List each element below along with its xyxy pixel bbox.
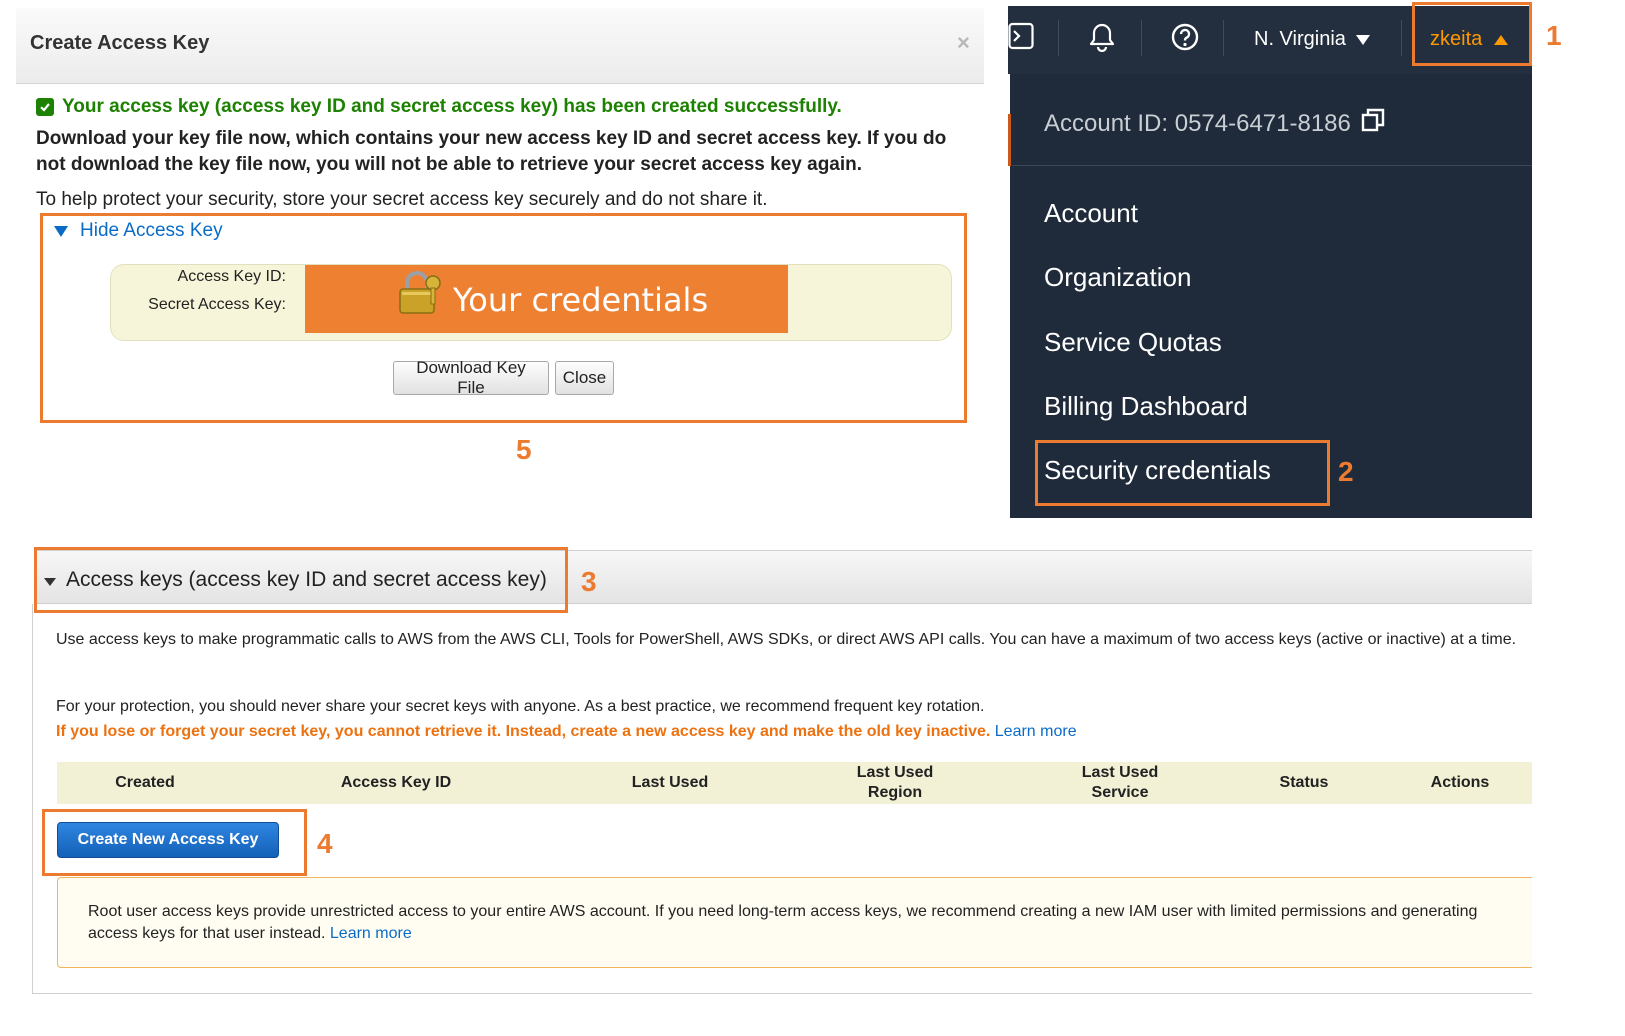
region-label: N. Virginia [1254,28,1346,50]
access-keys-warning: If you lose or forget your secret key, you cannot retrieve it. Instead, create a new access key and make the old key inactive. [56,723,991,740]
caret-down-icon [1356,35,1370,45]
credentials-overlay [305,265,788,333]
topbar-divider [1223,20,1224,56]
menu-item-security-credentials[interactable]: Security credentials [1044,455,1271,485]
padlock-icon [398,269,444,322]
column-header-actions[interactable]: Actions [1430,774,1490,791]
menu-edge-accent [1008,114,1011,166]
help-icon[interactable] [1170,22,1200,57]
protect-note: To help protect your security, store your secret access key securely and do not share it. [36,189,768,210]
dialog-close-button[interactable]: × [957,30,970,55]
region-selector[interactable] [1254,28,1370,51]
user-name: zkeita [1430,28,1483,50]
topbar-divider [1141,20,1142,56]
step-label-1: 1 [1546,20,1562,51]
user-menu-toggle[interactable] [1430,28,1508,51]
access-key-id-label: Access Key ID: [177,268,286,285]
learn-more-link[interactable]: Learn more [994,723,1077,740]
column-header-last-used-region[interactable]: Last Used Region [856,764,934,801]
step-label-2: 2 [1338,456,1354,487]
column-header-last-used-service[interactable]: Last Used Service [1081,764,1159,801]
account-menu [1010,74,1532,518]
menu-item-organization[interactable]: Organization [1044,262,1192,292]
topbar-divider [1401,20,1402,56]
step-label-5: 5 [516,434,532,465]
column-header-created[interactable]: Created [115,774,175,791]
download-key-file-button[interactable]: Download Key File [393,361,549,395]
create-new-access-key-button[interactable]: Create New Access Key [57,822,279,858]
column-header-status[interactable]: Status [1279,774,1329,791]
dialog-title: Create Access Key [30,32,210,54]
access-keys-protection-note: For your protection, you should never share your secret keys with anyone. As a best practice, we recommend frequent key rotation. [56,698,985,715]
root-user-notice-body: Root user access keys provide unrestricted access to your entire AWS account. If you need long-term access keys, we recommend creating a new IAM user with limited permissions and generating access keys for that user instead. [88,903,1478,942]
access-keys-warning-line [56,720,1356,744]
step-label-4: 4 [317,828,333,859]
menu-separator [1012,165,1532,166]
menu-item-service-quotas[interactable]: Service Quotas [1044,327,1222,357]
topbar-divider [1058,20,1059,56]
hide-access-key-label: Hide Access Key [80,220,223,241]
menu-item-billing-dashboard[interactable]: Billing Dashboard [1044,391,1248,421]
bell-icon[interactable] [1088,22,1116,57]
credentials-overlay-text: Your credentials [453,281,709,319]
secret-access-key-label: Secret Access Key: [148,296,286,313]
access-keys-section-title[interactable]: Access keys (access key ID and secret access key) [66,568,547,591]
step-label-3: 3 [581,566,597,597]
success-message-text: Your access key (access key ID and secret access key) has been created successfully. [62,96,842,117]
caret-down-icon [44,578,56,586]
caret-up-icon [1494,35,1508,45]
cloudshell-icon[interactable] [1008,22,1034,55]
copy-icon[interactable] [1361,108,1385,139]
success-message [36,96,842,118]
checkmark-icon [36,98,54,116]
column-header-last-used[interactable]: Last Used [631,774,709,791]
close-button[interactable]: Close [555,361,614,395]
access-keys-intro: Use access keys to make programmatic calls to AWS from the AWS CLI, Tools for PowerShell, AWS SDKs, or direct AWS API calls. You can have a maximum of two access keys (active or inactive) at a time. [56,631,1517,648]
download-warning: Download your key file now, which contains your new access key ID and secret access key. If you do not download the key file now, you will not be able to retrieve your secret access key again. [36,128,947,175]
column-header-access-key-id[interactable]: Access Key ID [340,774,452,791]
account-id [1044,108,1385,139]
menu-item-account[interactable]: Account [1044,198,1138,228]
hide-access-key-toggle[interactable] [54,220,223,242]
triangle-down-icon [54,226,68,237]
root-learn-more-link[interactable]: Learn more [329,925,412,942]
account-id-text: Account ID: 0574-6471-8186 [1044,109,1351,137]
root-user-notice-text [88,901,1488,945]
